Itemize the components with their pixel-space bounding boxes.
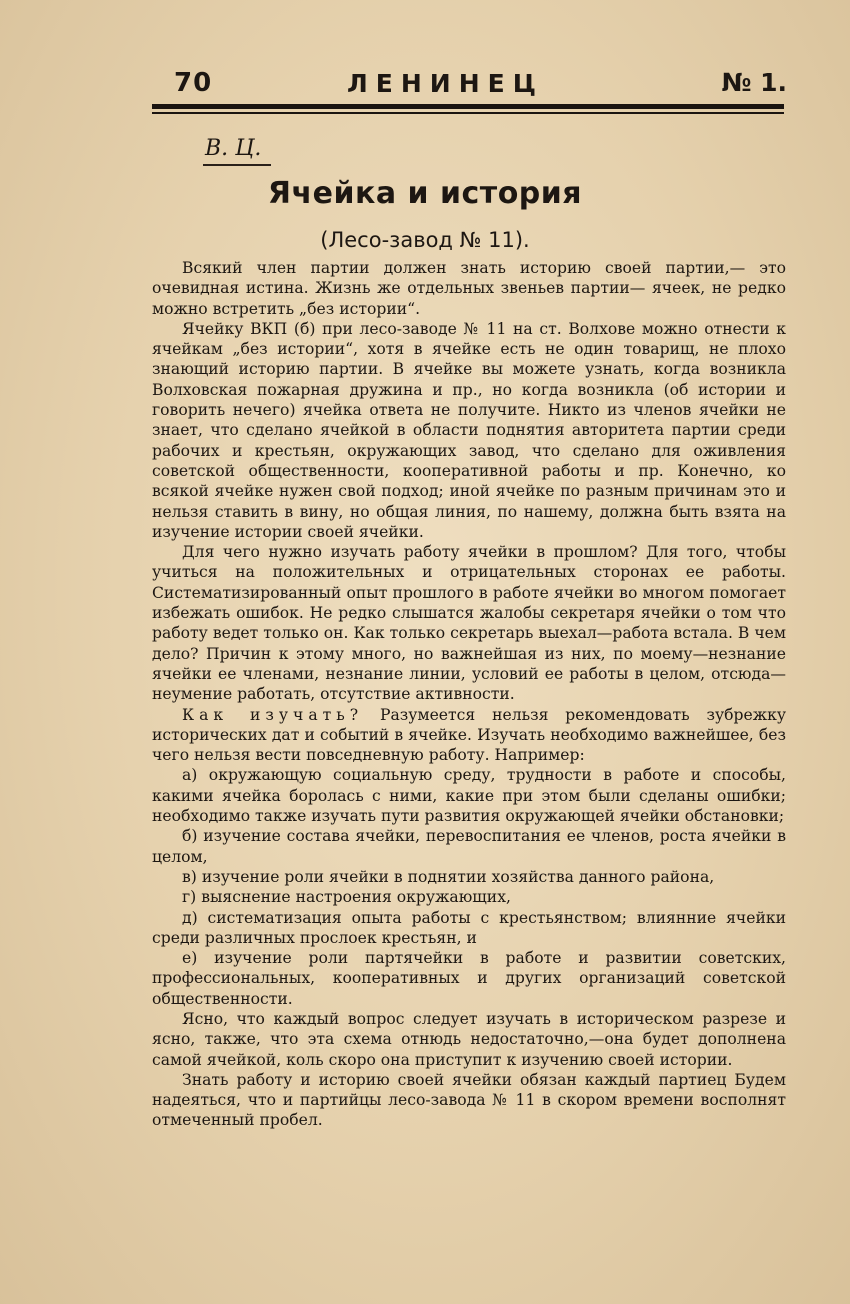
author-underline — [203, 164, 271, 166]
how-rest: Разумеется нельзя рекомендовать зубрежку исторических дат и событий в ячейке. Изучать необходимо важнейшее, без чего нельзя вести повседневную работу. Например: — [152, 705, 786, 765]
list-item: б) изучение состава ячейки, перевоспитания ее членов, роста ячейки в целом, — [152, 827, 786, 866]
paragraph: Всякий член партии должен знать историю своей партии,— это очевидная истина. Жизнь же отдельных звеньев партии— ячеек, не редко можно встретить „без истории“. — [152, 259, 786, 318]
running-head — [152, 66, 787, 102]
article-author: В. Ц. — [205, 136, 262, 161]
list-item: д) систематизация опыта работы с крестьянством; влиянние ячейки среди различных прослоек крестьян, и — [152, 908, 786, 947]
article-body — [152, 258, 786, 1131]
paragraph-how-to-study — [152, 705, 786, 766]
list-item: а) окружающую социальную среду, трудности в работе и способы, какими ячейка боролась с ними, какие при этом были сделаны ошибки; необходимо также изучать пути развития окружающей ячейки обстановки; — [152, 766, 786, 826]
paragraph: Знать работу и историю своей ячейки обязан каждый партиец Будем надеяться, что и партийцы лесо-завода № 11 в скором времени восполнят отмеченный пробел. — [152, 1070, 786, 1130]
header-rule-thick — [152, 104, 784, 109]
list-item: е) изучение роли партячейки в работе и развитии советских, профессиональных, кооперативных и других организаций советской общественности. — [152, 949, 786, 1008]
list-item: г) выяснение настроения окружающих, — [182, 888, 511, 907]
article-subtitle: (Лесо-завод № 11). — [320, 228, 530, 252]
page-number: 70 — [174, 68, 213, 98]
paragraph: Ячейку ВКП (б) при лесо-заводе № 11 на ст. Волхове можно отнести к ячейкам „без истории“, хотя в ячейке есть не один товарищ, не плохо знающий историю партии. В ячейке вы можете узнать, когда возникла Волховская пожарная дружина и пр., но когда возникла (об истории и говорить нечего) ячейка ответа не получите. Никто из членов ячейки не знает, что сделано ячейкой в области поднятия авторитета партии среди рабочих и крестьян, окружающих завод, что сделано для оживления советской общественности, кооперативной работы и пр. Конечно, ко всякой ячейке нужен свой подход; иной ячейке по разным причинам это и нельзя ставить в вину, но общая линия, по нашему, должна быть взята на изучение истории своей ячейки. — [152, 319, 786, 541]
issue-number: № 1. — [721, 68, 787, 97]
list-item: в) изучение роли ячейки в поднятии хозяйства данного района, — [182, 867, 715, 886]
header-rule-thin — [152, 112, 784, 114]
paragraph: Для чего нужно изучать работу ячейки в прошлом? Для того, чтобы учиться на положительных и отрицательных сторонах ее работы. Систематизированный опыт прошлого в работе ячейки во многом помогает избежать ошибок. Не редко слышатся жалобы секретаря ячейки о том что работу ведет только он. Как только секретарь выехал—работа встала. В чем дело? Причин к этому много, но важнейшая из них, по моему—незнание ячейки ее членами, незнание линии, условий ее работы в целом, отсюда—неумение работать, отсутствие активности. — [152, 543, 786, 704]
paragraph: Ясно, что каждый вопрос следует изучать в историческом разрезе и ясно, также, что эта схема отнюдь недостаточно,—она будет дополнена самой ячейкой, коль скоро она приступит к изучению своей истории. — [152, 1009, 786, 1069]
journal-title: ЛЕНИНЕЦ — [347, 69, 544, 98]
article-title: Ячейка и история — [267, 176, 583, 211]
how-lead: Как изучать? — [182, 705, 364, 724]
